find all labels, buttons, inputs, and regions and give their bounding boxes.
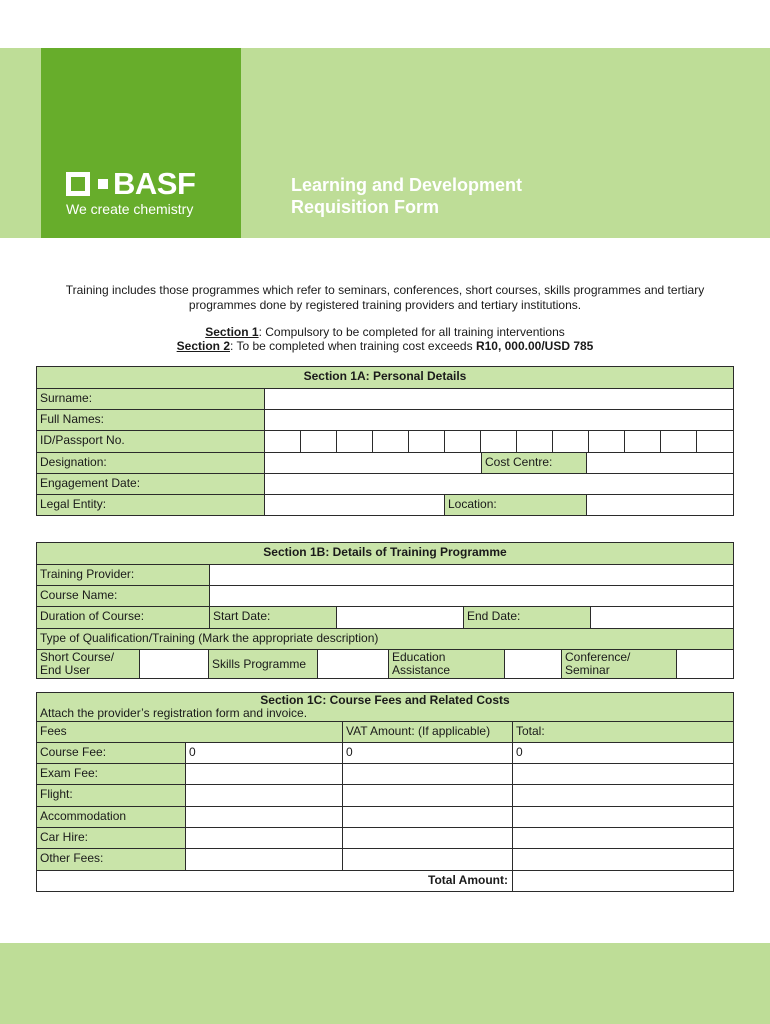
form-title-line2: Requisition Form	[291, 197, 439, 217]
logo-square-outline-icon	[66, 172, 90, 196]
section2-label: Section 2	[176, 339, 230, 353]
full-names-label: Full Names:	[36, 409, 265, 431]
vat-amount-field[interactable]: 0	[342, 742, 513, 764]
form-title	[291, 174, 522, 218]
section1-text: : Compulsory to be completed for all training interventions	[258, 325, 565, 339]
course-name-field[interactable]	[209, 585, 734, 607]
intro-text: Training includes those programmes which refer to seminars, conferences, short courses, skills programmes and tertiary programmes done by registered training providers and tertiary institutions.	[65, 283, 705, 312]
legal-entity-label: Legal Entity:	[36, 494, 265, 516]
total-amount-field[interactable]	[512, 827, 734, 849]
conference-seminar-checkbox[interactable]	[676, 649, 734, 679]
education-assistance-checkbox[interactable]	[504, 649, 562, 679]
qualification-type-label: Type of Qualification/Training (Mark the appropriate description)	[36, 628, 734, 650]
section2-text: : To be completed when training cost exceeds	[230, 339, 476, 353]
id-digit-box[interactable]	[408, 430, 445, 453]
conference-seminar-label: Conference/ Seminar	[561, 649, 677, 679]
legal-entity-field[interactable]	[264, 494, 445, 516]
total-amount-field[interactable]	[512, 848, 734, 871]
engagement-date-label: Engagement Date:	[36, 473, 265, 495]
fee-amount-field[interactable]	[185, 806, 343, 828]
fee-row-label: Car Hire:	[36, 827, 186, 849]
short-course-checkbox[interactable]	[139, 649, 209, 679]
id-digit-box[interactable]	[660, 430, 697, 453]
duration-label: Duration of Course:	[36, 606, 210, 629]
id-digit-box[interactable]	[552, 430, 589, 453]
logo-square-filled-icon	[98, 179, 108, 189]
id-digit-box[interactable]	[444, 430, 481, 453]
vat-amount-field[interactable]	[342, 806, 513, 828]
id-digit-box[interactable]	[480, 430, 517, 453]
engagement-date-field[interactable]	[264, 473, 734, 495]
fee-row-label: Course Fee:	[36, 742, 186, 764]
total-amount-field[interactable]	[512, 763, 734, 785]
start-date-label: Start Date:	[209, 606, 337, 629]
total-amount-label: Total Amount:	[36, 870, 513, 892]
total-header: Total:	[512, 721, 734, 743]
fee-amount-field[interactable]: 0	[185, 742, 343, 764]
end-date-label: End Date:	[463, 606, 591, 629]
brand-name: BASF	[113, 166, 196, 201]
total-amount-field[interactable]: 0	[512, 742, 734, 764]
cost-centre-field[interactable]	[586, 452, 734, 474]
fee-amount-field[interactable]	[185, 827, 343, 849]
attach-instruction: Attach the provider’s registration form and invoice.	[40, 706, 308, 720]
vat-amount-field[interactable]	[342, 784, 513, 807]
id-digit-box[interactable]	[336, 430, 373, 453]
vat-amount-field[interactable]	[342, 763, 513, 785]
logo-mark	[66, 168, 195, 199]
section-1c-title: Section 1C: Course Fees and Related Costs	[260, 693, 510, 707]
fee-row-label: Flight:	[36, 784, 186, 807]
fees-header: Fees	[36, 721, 343, 743]
total-amount-field[interactable]	[512, 806, 734, 828]
id-digit-box[interactable]	[372, 430, 409, 453]
fee-row-label: Accommodation	[36, 806, 186, 828]
brand-tagline: We create chemistry	[66, 201, 194, 217]
skills-programme-label: Skills Programme	[208, 649, 318, 679]
section2-amount: R10, 000.00/USD 785	[475, 339, 594, 353]
basf-logo	[41, 48, 241, 238]
end-date-field[interactable]	[590, 606, 734, 629]
education-assistance-label: Education Assistance	[388, 649, 505, 679]
id-digit-box[interactable]	[300, 430, 337, 453]
skills-programme-checkbox[interactable]	[317, 649, 389, 679]
id-digit-box[interactable]	[588, 430, 625, 453]
id-digit-box[interactable]	[516, 430, 553, 453]
cost-centre-label: Cost Centre:	[481, 452, 587, 474]
designation-field[interactable]	[264, 452, 482, 474]
surname-field[interactable]	[264, 388, 734, 410]
form-title-line1: Learning and Development	[291, 175, 523, 195]
full-names-field[interactable]	[264, 409, 734, 431]
section-1c-header	[36, 692, 734, 722]
id-digit-box[interactable]	[696, 430, 734, 453]
section-1a-title: Section 1A: Personal Details	[36, 366, 734, 389]
id-passport-label: ID/Passport No.	[36, 430, 265, 453]
fee-amount-field[interactable]	[185, 784, 343, 807]
grand-total-field[interactable]	[512, 870, 734, 892]
id-digit-box[interactable]	[264, 430, 301, 453]
total-amount-field[interactable]	[512, 784, 734, 807]
section-1b-title: Section 1B: Details of Training Programme	[36, 542, 734, 565]
location-label: Location:	[444, 494, 587, 516]
fee-row-label: Other Fees:	[36, 848, 186, 871]
fee-row-label: Exam Fee:	[36, 763, 186, 785]
vat-amount-field[interactable]	[342, 827, 513, 849]
section1-label: Section 1	[205, 325, 259, 339]
surname-label: Surname:	[36, 388, 265, 410]
section2-note	[36, 339, 734, 353]
short-course-label: Short Course/ End User	[36, 649, 140, 679]
vat-amount-field[interactable]	[342, 848, 513, 871]
fee-amount-field[interactable]	[185, 763, 343, 785]
training-provider-label: Training Provider:	[36, 564, 210, 586]
location-field[interactable]	[586, 494, 734, 516]
training-provider-field[interactable]	[209, 564, 734, 586]
section1-note	[36, 325, 734, 339]
designation-label: Designation:	[36, 452, 265, 474]
fee-amount-field[interactable]	[185, 848, 343, 871]
section-notes	[36, 325, 734, 353]
footer-band	[0, 943, 770, 1024]
start-date-field[interactable]	[336, 606, 464, 629]
id-digit-box[interactable]	[624, 430, 661, 453]
course-name-label: Course Name:	[36, 585, 210, 607]
vat-header: VAT Amount: (If applicable)	[342, 721, 513, 743]
